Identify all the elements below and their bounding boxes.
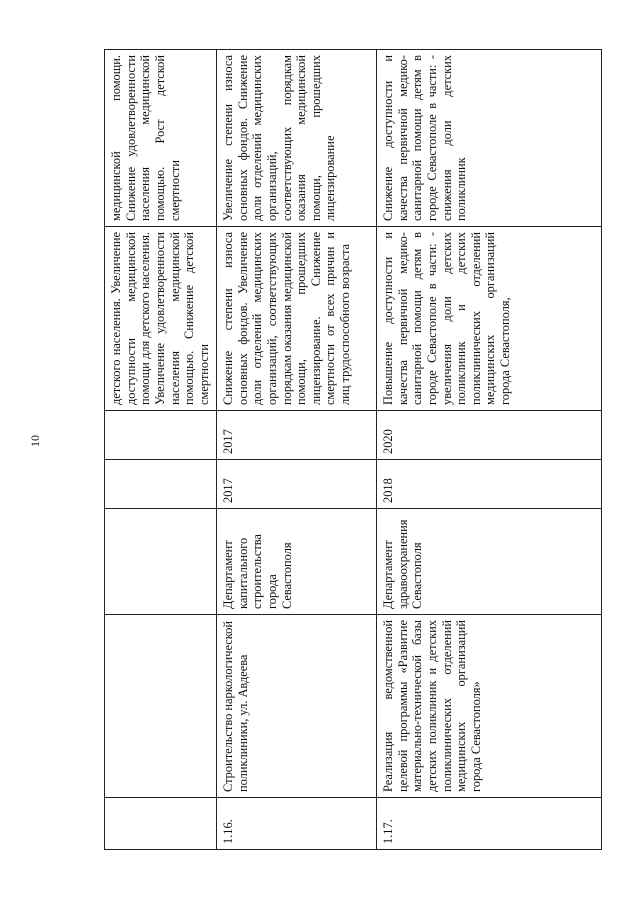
cell-start-year: 2017 [217,460,377,509]
cell-start-year [105,460,217,509]
cell-executor: Департамент капитального строительства города Севастополя [217,509,377,615]
cell-activity-name [105,615,217,798]
cell-non-implementation-effect: медицинской помощи. Снижение удовлетворенности населения медицинской помощью. Рост детской смертности [105,50,217,227]
cell-expected-result: Снижение степени износа основных фондов. Увеличение доли отделений медицинских организаций, соответствующих порядкам оказания медицинской помощи, прошедших лицензирование. Снижение смертности от всех причин и лиц трудоспособного возраста [217,227,377,411]
cell-executor [105,509,217,615]
table-row [377,50,602,850]
cell-end-year: 2020 [377,411,602,460]
table-row [105,50,217,850]
cell-activity-name: Строительство наркологической поликлиники, ул. Авдеева [217,615,377,798]
page-number: 10 [28,435,42,447]
cell-number [105,798,217,850]
program-activities-table [104,49,602,850]
cell-activity-name: Реализация ведомственной целевой программы «Развитие материально-технической базы детских поликлиник и детских поликлинических отделений медицинских организаций города Севастополя» [377,615,602,798]
cell-expected-result: детского населения. Увеличение доступности медицинской помощи для детского населения. Увеличение удовлетворенности населения медицинской помощью. Снижение детской смертности [105,227,217,411]
cell-non-implementation-effect: Снижение доступности и качества первичной медико-санитарной помощи детям в городе Севастополе в части: - снижения доли детских поликлиник [377,50,602,227]
cell-end-year [105,411,217,460]
cell-start-year: 2018 [377,460,602,509]
cell-end-year: 2017 [217,411,377,460]
cell-expected-result: Повышение доступности и качества первичной медико-санитарной помощи детям в городе Севастополе в части: - увеличения доли детских поликлиник и детских поликлинических отделений медицинских организаций города Севастополя, [377,227,602,411]
cell-executor: Департамент здравоохранения Севастополя [377,509,602,615]
rotated-table-container [104,50,601,850]
cell-number: 1.16. [217,798,377,850]
cell-non-implementation-effect: Увеличение степени износа основных фондов. Снижение доли отделений медицинских организаций, соответствующих порядкам оказания медицинской помощи, прошедших лицензирование [217,50,377,227]
table-row [217,50,377,850]
cell-number: 1.17. [377,798,602,850]
